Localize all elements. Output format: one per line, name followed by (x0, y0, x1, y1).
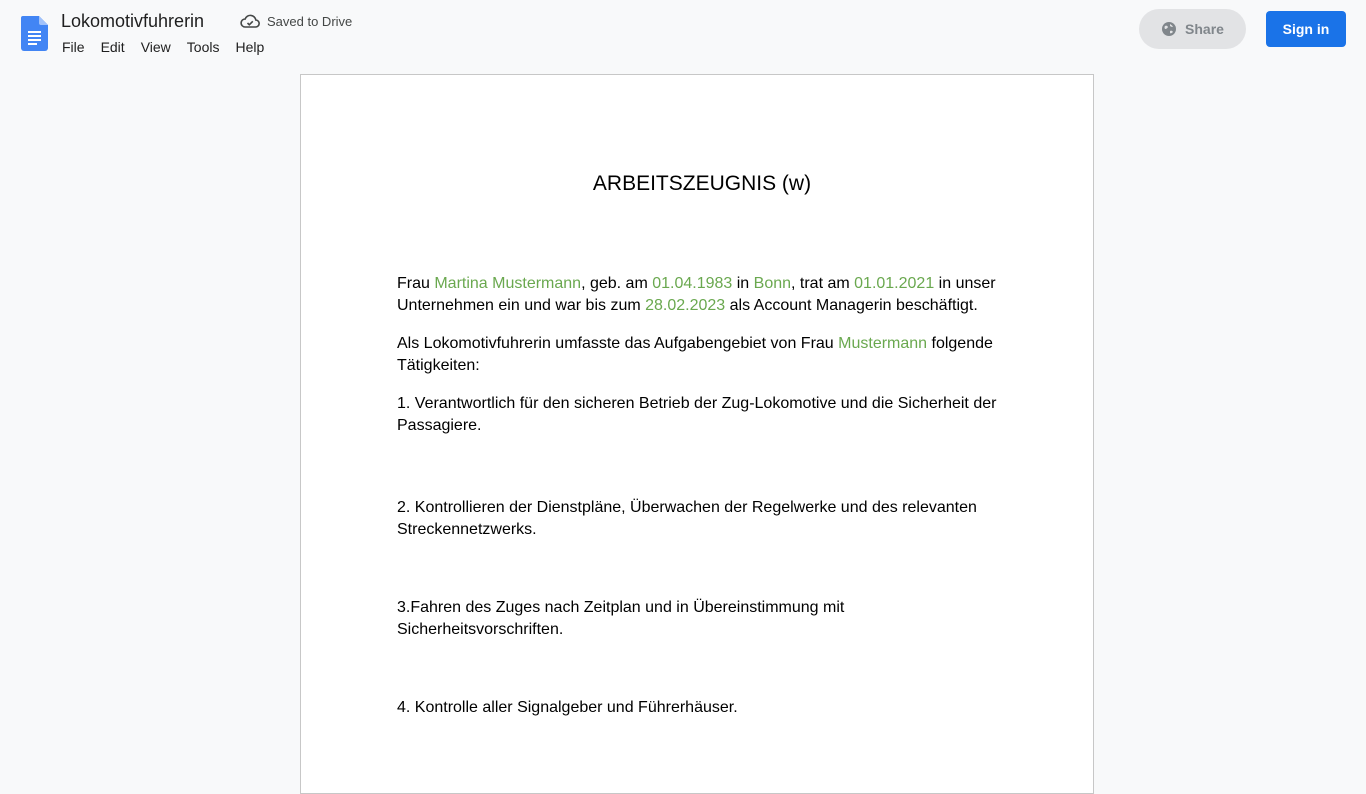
end-date: 28.02.2023 (645, 297, 726, 314)
sign-in-button[interactable]: Sign in (1266, 11, 1346, 47)
globe-icon (1161, 21, 1177, 37)
menu-file[interactable]: File (62, 39, 85, 55)
google-docs-icon[interactable] (21, 16, 48, 51)
birth-city: Bonn (753, 275, 792, 292)
cloud-check-icon (240, 13, 260, 29)
task-item-2: 2. Kontrollieren der Dienstpläne, Überwachen der Regelwerke und des relevanten Streckennetzwerks. (397, 499, 977, 538)
share-label: Share (1185, 21, 1224, 37)
intro-paragraph: Frau Martina Mustermann, geb. am 01.04.1983 in Bonn, trat am 01.01.2021 in unser Unternehmen ein und war bis zum 28.02.2023 als Account Managerin beschäftigt. (397, 275, 996, 314)
task-item-4: 4. Kontrolle aller Signalgeber und Führerhäuser. (397, 699, 738, 716)
task-item-1: 1. Verantwortlich für den sicheren Betrieb der Zug-Lokomotive und die Sicherheit der Passagiere. (397, 395, 997, 434)
menu-edit[interactable]: Edit (100, 39, 125, 55)
document-page[interactable] (300, 74, 1094, 794)
employee-name: Martina Mustermann (434, 275, 582, 292)
saved-status[interactable] (240, 13, 352, 29)
tasks-intro-paragraph: Als Lokomotivfuhrerin umfasste das Aufgabengebiet von Frau Mustermann folgende Tätigkeiten: (397, 335, 993, 374)
menu-bar (54, 36, 272, 58)
top-bar (0, 0, 1366, 64)
birth-date: 01.04.1983 (652, 275, 733, 292)
document-heading: ARBEITSZEUGNIS (w) (592, 172, 812, 195)
menu-help[interactable]: Help (235, 39, 265, 55)
menu-tools[interactable]: Tools (186, 39, 220, 55)
menu-view[interactable]: View (140, 39, 171, 55)
start-date: 01.01.2021 (854, 275, 935, 292)
share-button[interactable] (1139, 9, 1246, 49)
document-title[interactable]: Lokomotivfuhrerin (61, 11, 205, 31)
saved-status-label: Saved to Drive (267, 13, 353, 29)
employee-surname: Mustermann (838, 335, 928, 352)
task-item-3: 3.Fahren des Zuges nach Zeitplan und in Übereinstimmung mit Sicherheitsvorschriften. (397, 599, 845, 638)
document-body (397, 171, 1007, 735)
